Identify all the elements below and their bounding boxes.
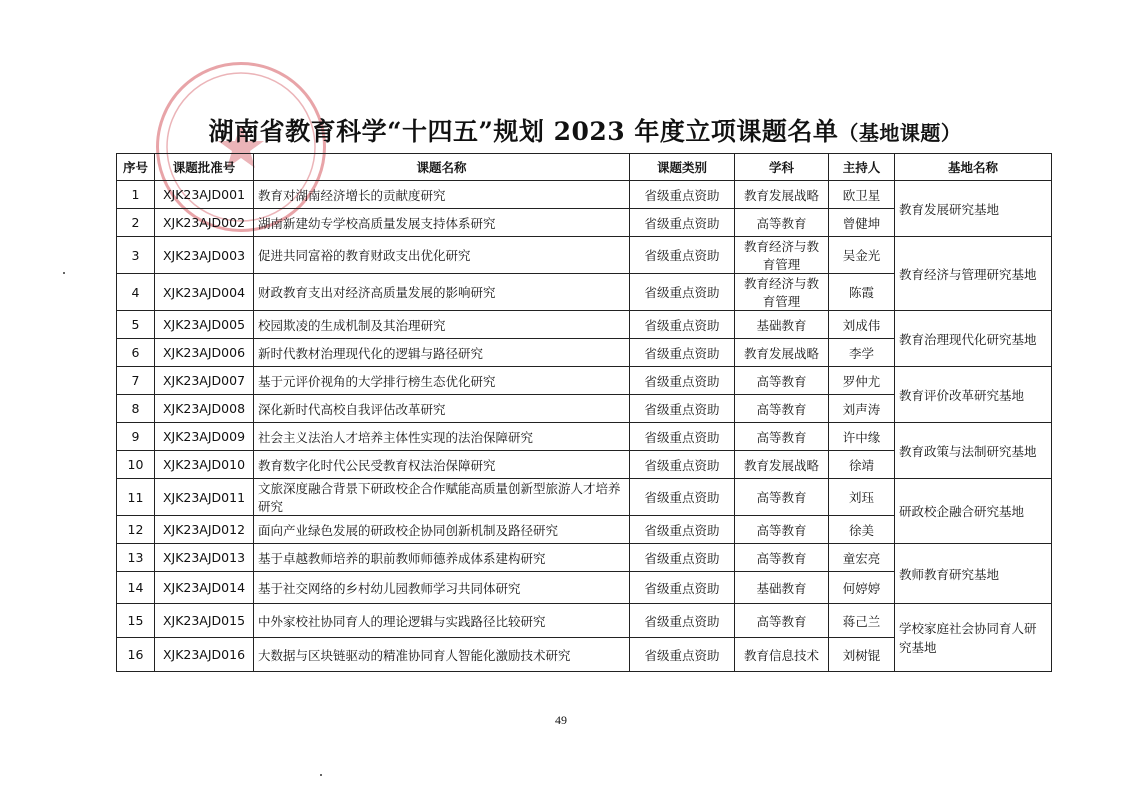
cell-discipline: 高等教育 (735, 395, 829, 423)
cell-name: 教育数字化时代公民受教育权法治保障研究 (254, 451, 630, 479)
cell-discipline: 教育信息技术 (735, 638, 829, 672)
cell-base: 教育政策与法制研究基地 (895, 423, 1052, 479)
cell-discipline: 高等教育 (735, 423, 829, 451)
cell-category: 省级重点资助 (630, 274, 735, 311)
cell-name: 基于社交网络的乡村幼儿园教师学习共同体研究 (254, 572, 630, 604)
cell-no: 14 (117, 572, 155, 604)
cell-name: 文旅深度融合背景下研政校企合作赋能高质量创新型旅游人才培养研究 (254, 479, 630, 516)
cell-base: 教育治理现代化研究基地 (895, 311, 1052, 367)
cell-name: 中外家校社协同育人的理论逻辑与实践路径比较研究 (254, 604, 630, 638)
scan-speck (320, 774, 322, 776)
cell-host: 童宏亮 (829, 544, 895, 572)
cell-host: 刘声涛 (829, 395, 895, 423)
header-no: 序号 (117, 154, 155, 181)
cell-name: 促进共同富裕的教育财政支出优化研究 (254, 237, 630, 274)
cell-approval: XJK23AJD002 (155, 209, 254, 237)
cell-category: 省级重点资助 (630, 544, 735, 572)
cell-category: 省级重点资助 (630, 237, 735, 274)
cell-name: 财政教育支出对经济高质量发展的影响研究 (254, 274, 630, 311)
cell-no: 6 (117, 339, 155, 367)
cell-approval: XJK23AJD013 (155, 544, 254, 572)
cell-no: 5 (117, 311, 155, 339)
cell-approval: XJK23AJD007 (155, 367, 254, 395)
cell-name: 新时代教材治理现代化的逻辑与路径研究 (254, 339, 630, 367)
cell-name: 湖南新建幼专学校高质量发展支持体系研究 (254, 209, 630, 237)
cell-category: 省级重点资助 (630, 451, 735, 479)
cell-host: 徐美 (829, 516, 895, 544)
cell-discipline: 教育经济与教育管理 (735, 237, 829, 274)
table-row (117, 181, 1052, 209)
cell-base: 学校家庭社会协同育人研究基地 (895, 604, 1052, 672)
cell-approval: XJK23AJD012 (155, 516, 254, 544)
cell-approval: XJK23AJD001 (155, 181, 254, 209)
cell-host: 欧卫星 (829, 181, 895, 209)
page-number: 49 (555, 713, 567, 727)
cell-host: 何婷婷 (829, 572, 895, 604)
cell-no: 16 (117, 638, 155, 672)
cell-host: 刘成伟 (829, 311, 895, 339)
table-row (117, 367, 1052, 395)
cell-category: 省级重点资助 (630, 339, 735, 367)
cell-category: 省级重点资助 (630, 638, 735, 672)
cell-no: 15 (117, 604, 155, 638)
cell-approval: XJK23AJD004 (155, 274, 254, 311)
cell-category: 省级重点资助 (630, 181, 735, 209)
cell-name: 基于元评价视角的大学排行榜生态优化研究 (254, 367, 630, 395)
table-row (117, 479, 1052, 516)
cell-category: 省级重点资助 (630, 395, 735, 423)
cell-discipline: 高等教育 (735, 367, 829, 395)
project-table (116, 153, 1052, 672)
cell-name: 基于卓越教师培养的职前教师师德养成体系建构研究 (254, 544, 630, 572)
cell-name: 大数据与区块链驱动的精准协同育人智能化激励技术研究 (254, 638, 630, 672)
cell-no: 3 (117, 237, 155, 274)
cell-host: 曾健坤 (829, 209, 895, 237)
cell-approval: XJK23AJD010 (155, 451, 254, 479)
title-subtitle: （基地课题） (838, 121, 962, 145)
title-text: 湖南省教育科学“十四五”规划 2023 年度立项课题名单 (208, 117, 839, 146)
cell-name: 社会主义法治人才培养主体性实现的法治保障研究 (254, 423, 630, 451)
cell-approval: XJK23AJD011 (155, 479, 254, 516)
cell-no: 13 (117, 544, 155, 572)
cell-host: 李学 (829, 339, 895, 367)
table-row (117, 311, 1052, 339)
cell-discipline: 高等教育 (735, 209, 829, 237)
document-title (120, 112, 1050, 148)
cell-approval: XJK23AJD008 (155, 395, 254, 423)
scan-speck (63, 272, 65, 274)
cell-discipline: 高等教育 (735, 479, 829, 516)
cell-category: 省级重点资助 (630, 423, 735, 451)
cell-no: 1 (117, 181, 155, 209)
cell-approval: XJK23AJD014 (155, 572, 254, 604)
cell-base: 教育评价改革研究基地 (895, 367, 1052, 423)
cell-no: 9 (117, 423, 155, 451)
cell-approval: XJK23AJD005 (155, 311, 254, 339)
cell-base: 研政校企融合研究基地 (895, 479, 1052, 544)
cell-host: 蒋己兰 (829, 604, 895, 638)
cell-discipline: 高等教育 (735, 604, 829, 638)
table-row (117, 604, 1052, 638)
cell-name: 校园欺凌的生成机制及其治理研究 (254, 311, 630, 339)
cell-category: 省级重点资助 (630, 516, 735, 544)
cell-host: 陈霞 (829, 274, 895, 311)
cell-host: 徐靖 (829, 451, 895, 479)
cell-approval: XJK23AJD016 (155, 638, 254, 672)
cell-base: 教育发展研究基地 (895, 181, 1052, 237)
cell-host: 吴金光 (829, 237, 895, 274)
header-base: 基地名称 (895, 154, 1052, 181)
cell-discipline: 基础教育 (735, 311, 829, 339)
cell-discipline: 基础教育 (735, 572, 829, 604)
header-approval: 课题批准号 (155, 154, 254, 181)
cell-name: 面向产业绿色发展的研政校企协同创新机制及路径研究 (254, 516, 630, 544)
cell-host: 罗仲尤 (829, 367, 895, 395)
table-row (117, 423, 1052, 451)
cell-name: 教育对湖南经济增长的贡献度研究 (254, 181, 630, 209)
table-row (117, 544, 1052, 572)
cell-no: 4 (117, 274, 155, 311)
cell-name: 深化新时代高校自我评估改革研究 (254, 395, 630, 423)
header-category: 课题类别 (630, 154, 735, 181)
cell-discipline: 教育发展战略 (735, 339, 829, 367)
cell-host: 刘树锟 (829, 638, 895, 672)
cell-host: 刘珏 (829, 479, 895, 516)
cell-no: 10 (117, 451, 155, 479)
cell-discipline: 教育经济与教育管理 (735, 274, 829, 311)
cell-no: 11 (117, 479, 155, 516)
cell-category: 省级重点资助 (630, 604, 735, 638)
cell-category: 省级重点资助 (630, 572, 735, 604)
cell-no: 8 (117, 395, 155, 423)
cell-host: 许中缘 (829, 423, 895, 451)
cell-category: 省级重点资助 (630, 367, 735, 395)
cell-no: 12 (117, 516, 155, 544)
cell-category: 省级重点资助 (630, 479, 735, 516)
cell-no: 2 (117, 209, 155, 237)
cell-approval: XJK23AJD015 (155, 604, 254, 638)
cell-base: 教师教育研究基地 (895, 544, 1052, 604)
cell-discipline: 教育发展战略 (735, 181, 829, 209)
cell-discipline: 教育发展战略 (735, 451, 829, 479)
cell-discipline: 高等教育 (735, 516, 829, 544)
header-host: 主持人 (829, 154, 895, 181)
cell-approval: XJK23AJD009 (155, 423, 254, 451)
table-header-row (117, 154, 1052, 181)
cell-approval: XJK23AJD003 (155, 237, 254, 274)
cell-approval: XJK23AJD006 (155, 339, 254, 367)
cell-category: 省级重点资助 (630, 311, 735, 339)
cell-category: 省级重点资助 (630, 209, 735, 237)
header-name: 课题名称 (254, 154, 630, 181)
header-discipline: 学科 (735, 154, 829, 181)
cell-base: 教育经济与管理研究基地 (895, 237, 1052, 311)
table-row (117, 237, 1052, 274)
cell-no: 7 (117, 367, 155, 395)
cell-discipline: 高等教育 (735, 544, 829, 572)
